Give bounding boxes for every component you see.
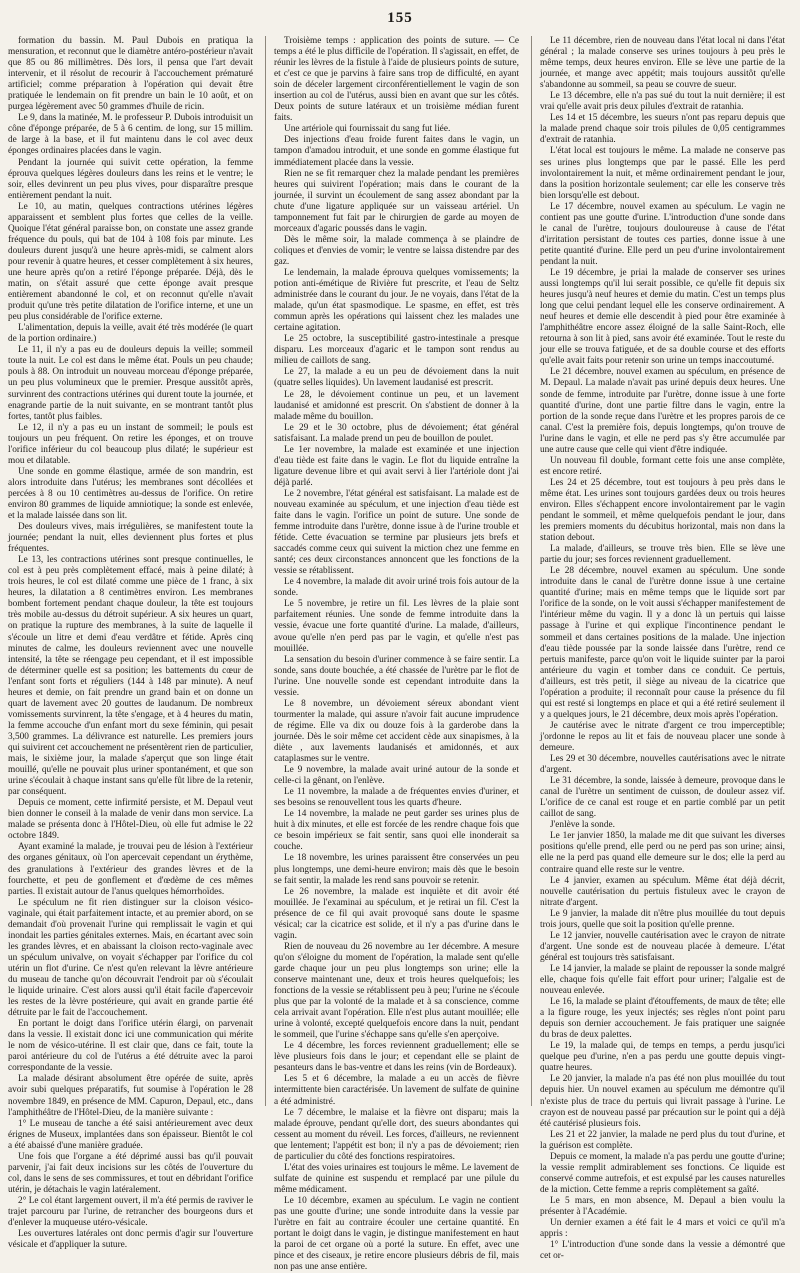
paragraph: Depuis ce moment, la malade n'a pas perdu une goutte d'urine; la vessie remplit admirablement ses fonctions. Ce liquide est conservé comme autrefois, et est expulsé par les causes naturelles de la miction. Cette femme a repris complètement sa gaîté.	[540, 1151, 785, 1195]
column-divider	[265, 36, 266, 1106]
paragraph: Les ouvertures latérales ont donc permis d'agir sur l'ouverture vésicale et d'appliquer la suture.	[8, 1229, 253, 1251]
paragraph: Le 14 novembre, la malade ne peut garder ses urines plus de huit à dix minutes, et elle est forcée de les rendre chaque fois que ce besoin impérieux se fait sentir, sans quoi elle inonderait sa couche.	[274, 809, 519, 853]
paragraph: Le 21 décembre, nouvel examen au spéculum, en présence de M. Depaul. La malade n'avait pas uriné depuis deux heures. Une sonde de femme, introduite par l'urètre, donne issue à une forte quantité d'urine, dont une partie filtre dans le vagin, entre la portion de la sonde reçue dans l'urètre et les propres parois de ce canal. C'est la première fois, depuis longtemps, qu'on trouve de l'urine dans le vagin, et elle ne perd pas s'y être accumulée par une autre cause que celle qui vient d'être indiquée.	[540, 367, 785, 455]
paragraph: Le 4 janvier, examen au spéculum. Même état déjà décrit, nouvelle cautérisation du pertuis fistuleux avec le crayon de nitrate d'argent.	[540, 875, 785, 908]
paragraph: Rien de nouveau du 26 novembre au 1er décembre. A mesure qu'on s'éloigne du moment de l'opération, la malade sent qu'elle garde chaque jour un peu plus longtemps son urine; elle la conserve maintenant une, deux et trois heures quelquefois; les fonctions de la vessie se rétablissent peu à peu; l'urine ne s'écoule plus que par la volonté de la malade et à sa conscience, comme cela arrivait avant l'opération. Elle n'est plus autant mouillée; elle urine à volonté, excepté quelquefois encore dans la nuit, pendant le sommeil, que l'urine s'échappe sans qu'elle s'en aperçoive.	[274, 941, 519, 1041]
paragraph: Pendant la journée qui suivit cette opération, la femme éprouva quelques légères douleurs dans les reins et le ventre; le soir, elles devinrent un peu plus vives, pour disparaître presque entièrement pendant la nuit.	[8, 157, 253, 201]
paragraph: Rien ne se fit remarquer chez la malade pendant les premières heures qui suivirent l'opération; mais dans le courant de la journée, il survint un écoulement de sang assez abondant par la chute d'une ligature appliquée sur un vaisseau artériel. Un tamponnement fut fait par le chirurgien de garde au moyen de morceaux d'agaric poussés dans le vagin.	[274, 168, 519, 234]
paragraph: Ayant examiné la malade, je trouvai peu de lésion à l'extérieur des organes génitaux, où l'on apercevait cependant un érythème, des granulations à l'extérieur des grandes lèvres et de la fourchette, et peu de gonflement et d'œdème de ces mêmes parties. Il existait autour de l'anus quelques hémorrhoïdes.	[8, 842, 253, 897]
paragraph: Le 25 octobre, la susceptibilité gastro-intestinale a presque disparu. Les morceaux d'agaric et le tampon sont rendus au milieu de caillots de sang.	[274, 334, 519, 367]
paragraph: Le 11, il n'y a pas eu de douleurs depuis la veille; sommeil toute la nuit. Le col est dans le même état. Pouls un peu chaude; pouls à 88. On introduit un nouveau morceau d'éponge préparée, un peu plus volumineux que le premier. Presque aussitôt après, survinrent des contractions utérines qui durent toute la journée, et enagrande partie de la nuit suivante, en se montrant tantôt plus fortes, tantôt plus faibles.	[8, 345, 253, 422]
paragraph: Les 24 et 25 décembre, tout est toujours à peu près dans le même état. Les urines sont toujours gardées deux ou trois heures environ. Elles s'échappent encore involontairement par le vagin pendant le sommeil, et même quelquefois pendant le jour, dans les premiers moments du décubitus horizontal, mais non dans la station debout.	[540, 477, 785, 544]
paragraph: Le 16, la malade se plaint d'étouffements, de maux de tête; elle a la figure rouge, les yeux injectés; ses règles n'ont point paru depuis son dernier accouchement. Je fais pratiquer une saignée du bras de deux palettes.	[540, 997, 785, 1041]
paragraph: Le 26 novembre, la malade est inquiète et dit avoir été mouillée. Je l'examinai au spéculum, et je retirai un fil. C'est la présence de ce fil qui avait provoqué sans doute le spasme vésical; car la cicatrice est solide, et il n'y a pas d'urine dans le vagin.	[274, 886, 519, 941]
paragraph: Le 5 novembre, je retire un fil. Les lèvres de la plaie sont parfaitement réunies. Une sonde de femme introduite dans la vessie, évacue une forte quantité d'urine. La malade, d'ailleurs, avoue qu'elle n'en perd pas par le vagin, et qu'elle n'est pas mouillée.	[274, 599, 519, 654]
paragraph: Le 14 janvier, la malade se plaint de repousser la sonde malgré elle, chaque fois qu'elle fait effort pour uriner; l'algalie est de nouveau enlevée.	[540, 963, 785, 997]
paragraph: Le 11 novembre, la malade a de fréquentes envies d'uriner, et ses besoins se renouvellent tous les quarts d'heure.	[274, 787, 519, 809]
paragraph: 1° L'introduction d'une sonde dans la vessie a démontré que cet or-	[540, 1240, 785, 1262]
paragraph: Les 5 et 6 décembre, la malade a eu un accès de fièvre intermittente bien caractérisée. Un lavement de sulfate de quinine a été administré.	[274, 1074, 519, 1107]
paragraph: Une fois que l'organe a été déprimé aussi bas qu'il pouvait parvenir, j'ai fait deux incisions sur les côtés de l'ouverture du col, dans le sens de ses commissures, et tout en débridant l'orifice utérin, je détachais le vagin latéralement.	[8, 1151, 253, 1195]
paragraph: Le 1er janvier 1850, la malade me dit que suivant les diverses positions qu'elle prend, elle perd ou ne perd pas son urine; ainsi, elle ne la perd pas quand elle demeure sur le dos; elle la perd au contraire quand elle reste sur le ventre.	[540, 831, 785, 875]
paragraph: 1° Le museau de tanche a été saisi antérieurement avec deux érignes de Museux, implantées dans son épaisseur. Bientôt le col a été abaissé d'une manière graduée.	[8, 1118, 253, 1151]
paragraph: Le 11 décembre, rien de nouveau dans l'état local ni dans l'état général ; la malade conserve ses urines toujours à peu près le même temps, deux heures environ. Elle se lève une partie de la journée, et mange avec appétit; mais toujours aussitôt qu'elle s'abandonne au sommeil, sa peau se couvre de sueur.	[540, 36, 785, 91]
paragraph: Les 14 et 15 décembre, les sueurs n'ont pas reparu depuis que la malade prend chaque soir trois pilules de 0,05 centigrammes d'extrait de ratanhia.	[540, 113, 785, 146]
paragraph: Le 17 décembre, nouvel examen au spéculum. Le vagin ne contient pas une goutte d'urine. L'introduction d'une sonde dans le canal de l'urètre, toujours douloureuse à cause de l'état d'irritation persistant de toutes ces parties, donne issue à une petite quantité d'urine. Elle perd un peu d'urine involontairement pendant la nuit.	[540, 201, 785, 267]
paragraph: La malade désirant absolument être opérée de suite, après avoir subi quelques préparatifs, fut soumise à l'opération le 28 novembre 1849, en présence de MM. Capuron, Depaul, etc., dans l'amphithéâtre de l'Hôtel-Dieu, de la manière suivante :	[8, 1074, 253, 1118]
paragraph: Le 27, la malade a eu un peu de dévoiement dans la nuit (quatre selles liquides). Un lavement laudanisé est prescrit.	[274, 367, 519, 389]
paragraph: Dès le même soir, la malade commença à se plaindre de coliques et d'envies de vomir; le ventre se laissa distendre par des gaz.	[274, 234, 519, 267]
paragraph: Le 20 janvier, la malade n'a pas été non plus mouillée du tout depuis hier. Un nouvel examen au spéculum me démontre qu'il n'existe plus de trace du pertuis qui livrait passage à l'urine. Le crayon est de nouveau passé par précaution sur le point qui a déjà été cautérisé plusieurs fois.	[540, 1074, 785, 1129]
paragraph: Le 19, la malade qui, de temps en temps, a perdu jusqu'ici quelque peu d'urine, n'en a pas perdu une goutte depuis vingt-quatre heures.	[540, 1041, 785, 1074]
paragraph: L'état local est toujours le même. La malade ne conserve pas ses urines plus longtemps que par le passé. Elle les perd involontairement la nuit, et même ordinairement pendant le jour, dans la position horizontale seulement; car elle les conserve très bien lorsqu'elle est debout.	[540, 146, 785, 201]
paragraph: L'alimentation, depuis la veille, avait été très modérée (le quart de la portion ordinaire.)	[8, 323, 253, 345]
paragraph: Le 31 décembre, la sonde, laissée à demeure, provoque dans le canal de l'urètre un sentiment de cuisson, de douleur assez vif. L'orifice de ce canal est rouge et en partie comblé par un petit caillot de sang.	[540, 776, 785, 820]
paragraph: Le 9 janvier, la malade dit n'être plus mouillée du tout depuis trois jours, quelle que soit la position qu'elle prenne.	[540, 908, 785, 930]
paragraph: Une artériole qui fournissait du sang fut liée.	[284, 124, 451, 135]
paragraph: Le lendemain, la malade éprouva quelques vomissements; la potion anti-émétique de Rivière fut prescrite, et l'eau de Seltz administrée dans le courant du jour. Je ne voyais, dans l'état de la malade, qu'un état spasmodique. Le spasme, en effet, est très commun après les opérations qui laissent chez les malades une certaine agitation.	[274, 267, 519, 334]
paragraph: J'enlève la sonde.	[550, 820, 615, 831]
paragraph: Je cautérise avec le nitrate d'argent ce trou imperceptible; j'ordonne le repos au lit et fais de nouveau placer une sonde à demeure.	[540, 720, 785, 753]
paragraph: formation du bassin. M. Paul Dubois en pratiqua la mensuration, et reconnut que le diamètre antéro-postérieur n'avait que 85 ou 86 millimètres. Dès lors, il pensa que l'art devait intervenir, et il résolut de recourir à l'accouchement prématuré artificiel; comme préparation à l'opération qui devait être pratiquée le lendemain on fit prendre un bain le 10 août, et on purgea légèrement avec 50 grammes d'huile de ricin.	[8, 36, 253, 113]
paragraph: Le 10, au matin, quelques contractions utérines légères apparaissent et semblent plus fortes que celles de la veille. Quoique l'état général paraisse bon, on constate une assez grande fréquence du pouls, qui bat de 104 à 108 fois par minute. Les douleurs durent jusqu'à une heure après-midi, se calment alors pour revenir à quatre heures, et cesser complètement à six heures, une heure après qu'on a retiré l'éponge préparée. Déjà, dès le matin, on s'était assuré que cette éponge avait presque entièrement abandonné le col, et on reconnut qu'elle n'avait produit qu'une très petite dilatation de l'orifice interne, et une un peu plus considérable de l'orifice externe.	[8, 201, 253, 323]
paragraph: Le 18 novembre, les urines paraissent être conservées un peu plus longtemps, une demi-heure environ; mais dès que le besoin se fait sentir, la malade les rend sans pouvoir se retenir.	[274, 853, 519, 886]
paragraph: Un dernier examen a été fait le 4 mars et voici ce qu'il m'a appris :	[540, 1218, 785, 1240]
paragraph: Le 4 décembre, les forces reviennent graduellement; elle se lève plusieurs fois dans le jour; et cependant elle se plaint de pesanteurs dans le bas-ventre et dans les reins (vin de Bordeaux).	[274, 1041, 519, 1074]
paragraph: Le 28, le dévoiement continue un peu, et un lavement laudanisé et amidonné est prescrit. On s'abstient de donner à la malade même du bouillon.	[274, 389, 519, 422]
paragraph: Le 29 et le 30 octobre, plus de dévoiement; état général satisfaisant. La malade prend un peu de bouillon de poulet.	[274, 422, 519, 444]
column-divider	[531, 36, 532, 1106]
paragraph: Le 13, les contractions utérines sont presque continuelles, le col est à peu près complètement effacé, mais à peine dilaté; à trois heures, le col est dilaté comme une pièce de 1 franc, à six heures, la dilatation a 8 centimètres environ. Les membranes bombent fortement pendant chaque douleur, la tête est toujours très mobile au-dessus du détroit supérieur. A six heures un quart, on pratique la rupture des membranes, à la suite de laquelle il s'écoule un litre et demi d'eau verdâtre et fétide. Après cinq minutes de calme, les douleurs reviennent avec une nouvelle intensité, la tête se réengage peu cependant, et il est impossible de déterminer quelle est sa position; les battements du cœur de l'enfant sont forts et réguliers (144 à 148 par minute). A neuf heures et demie, on fait prendre un grand bain et on donne un quart de lavement avec 20 gouttes de laudanum. De nombreux vomissements survinrent, la tête s'engage, et à 4 heures du matin, la femme accouche d'un enfant mort du sexe féminin, qui pesait 3,500 grammes. La délivrance est naturelle. Les premiers jours qui suivirent cet accouchement ne présentèrent rien de particulier, mais, le sixième jour, la malade s'aperçut que son linge était mouillé, qu'elle ne pouvait plus uriner spontanément, et que son urine s'écoulait à chaque instant sans qu'elle fût libre de la retenir, par conséquent.	[8, 555, 253, 798]
paragraph: Des douleurs vives, mais irrégulières, se manifestent toute la journée; pendant la nuit, elles deviennent plus fortes et plus fréquentes.	[8, 522, 253, 555]
paragraph: Le 7 décembre, le malaise et la fièvre ont disparu; mais la malade éprouve, pendant qu'elle dort, des sueurs abondantes qui cessent au moment du réveil. Les forces, d'ailleurs, ne reviennent que lentement; l'appétit est bon; il n'y a pas de dévoiement; rien de particulier du côté des fonctions respiratoires.	[274, 1107, 519, 1162]
paragraph: Troisième temps : application des points de suture. — Ce temps a été le plus difficile de l'opération. Il s'agissait, en effet, de réunir les lèvres de la fistule à l'aide de plusieurs points de suture, et c'est ce que je parvins à faire sans trop de difficulté, en ayant soin de déceler largement circonférentiellement le vagin de son insertion au col de l'utérus, aussi bien en avant que sur les côtés. Deux points de suture latéraux et un troisième médian furent faits.	[274, 36, 519, 124]
paragraph: En portant le doigt dans l'orifice utérin élargi, on parvenait dans la vessie. Il existait donc ici une communication qui mérite le nom de vésico-utérine. Il est clair que, dans ce fait, toute la paroi antérieure du col de l'utérus a été détruite avec la paroi correspondante de la vessie.	[8, 1019, 253, 1074]
paragraph: Le 5 mars, en mon absence, M. Depaul a bien voulu la présenter à l'Académie.	[540, 1195, 785, 1217]
paragraph: Le 4 novembre, la malade dit avoir uriné trois fois autour de la sonde.	[274, 577, 519, 599]
paragraph: 2° Le col étant largement ouvert, il m'a été permis de raviver le trajet parcouru par l'urine, de retrancher des bourgeons durs et d'enlever la muqueuse utéro-vésicale.	[8, 1195, 253, 1229]
paragraph: Des injections d'eau froide furent faites dans le vagin, un tampon d'amadou introduit, et une sonde en gomme élastique fut immédiatement placée dans la vessie.	[274, 135, 519, 168]
paragraph: Le 12 janvier, nouvelle cautérisation avec le crayon de nitrate d'argent. Une sonde est de nouveau placée à demeure. L'état général est toujours très satisfaisant.	[540, 930, 785, 963]
text-column-3	[540, 36, 785, 1262]
paragraph: Le 19 décembre, je priai la malade de conserver ses urines aussi longtemps qu'il lui serait possible, ce qu'elle fit depuis six heures jusqu'à neuf heures et demie du matin. C'est un temps plus long que celui pendant lequel elle les conserve ordinairement. A neuf heures et demie elle descendit à pied pour être examinée à l'amphithéâtre encore assez éloigné de la salle Saint-Roch, elle retourna à son lit à pied, sans avoir été examinée. Tout le reste du jour elle se trouva fatiguée, et de sa double course et des efforts qu'elle avait faits pour retenir son urine un temps inaccoutumé.	[540, 267, 785, 367]
paragraph: La malade, d'ailleurs, se trouve très bien. Elle se lève une partie du jour; ses forces reviennent graduellement.	[540, 544, 785, 566]
paragraph: Le 9, dans la matinée, M. le professeur P. Dubois introduisit un cône d'éponge préparée, de 5 à 6 centim. de long, sur 15 millim. de large à la base, et il fut maintenu dans le col avec deux éponges ordinaires placées dans le vagin.	[8, 113, 253, 157]
paragraph: Le 1er novembre, la malade est examinée et une injection d'eau tiède est faite dans le vagin. Le flot du liquide entraîne la ligature devenue libre et qui avait servi à lier l'artériole dont j'ai déjà parlé.	[274, 444, 519, 488]
paragraph: Le 13 décembre, elle n'a pas sué du tout la nuit dernière; il est vrai qu'elle avait pris deux pilules d'extrait de ratanhia.	[540, 91, 785, 113]
paragraph: Le 2 novembre, l'état général est satisfaisant. La malade est de nouveau examinée au spéculum, et une injection d'eau tiède est faite dans le vagin. l'orifice un point de suture. Une sonde de femme introduite dans l'urètre, donne issue à de l'urine trouble et fétide. Cette évacuation se termine par plusieurs jets brefs et saccadés comme ceux qui suivent la miction chez une femme en santé; ces deux circonstances annoncent que les fonctions de la vessie se rétablissent.	[274, 488, 519, 577]
paragraph: Depuis ce moment, cette infirmité persiste, et M. Depaul veut bien donner le conseil à la malade de venir dans mon service. La malade se présenta donc à l'Hôtel-Dieu, où elle fut admise le 22 octobre 1849.	[8, 798, 253, 842]
paragraph: Une sonde en gomme élastique, armée de son mandrin, est alors introduite dans l'utérus; les membranes sont décollées et percées à 8 ou 10 centimètres au-dessus de l'orifice. On retire environ 80 grammes de liquide amniotique; la sonde est enlevée, et la malade laissée dans son lit.	[8, 466, 253, 522]
paragraph: Le 10 décembre, examen au spéculum. Le vagin ne contient pas une goutte d'urine; une sonde introduite dans la vessie par l'urètre en fait au contraire écouler une certaine quantité. En portant le doigt dans le vagin, je distingue manifestement en haut la paroi de cet organe où a porté la suture. En effet, avec une pince et des ciseaux, je retire encore plusieurs débris de fil, mais non pas une anse entière.	[274, 1195, 519, 1273]
paragraph: Un nouveau fil double, formant cette fois une anse complète, est encore retiré.	[540, 455, 785, 477]
text-column-1	[8, 36, 253, 1251]
paragraph: Le spéculum ne fit rien distinguer sur la cloison vésico-vaginale, qui était parfaitement intacte, et au premier abord, on se demandait d'où provenait l'urine qui remplissait le vagin et qui inondait les parties génitales externes. Mais, en écartant avec soin les grandes lèvres, et en abaissant la cloison recto-vaginale avec un spéculum univalve, on voyait s'échapper par l'orifice du col utérin un flot d'urine. Ce n'est qu'en relevant la lèvre antérieure du museau de tanche qu'on découvrait l'endroit par où s'écoulait le liquide urinaire. C'est alors aussi qu'il était facile d'apercevoir les restes de la lèvre postérieure, qui avait en grande partie été détruite par le fait de l'accouchement.	[8, 897, 253, 1019]
paragraph: La sensation du besoin d'uriner commence à se faire sentir. La sonde, sans doute bouchée, a été chassée de l'urètre par le flot de l'urine. Une nouvelle sonde est cependant introduite dans la vessie.	[274, 654, 519, 698]
paragraph: L'état des voies urinaires est toujours le même. Le lavement de sulfate de quinine est suspendu et remplacé par une pilule du même médicament.	[274, 1162, 519, 1195]
paragraph: Les 29 et 30 décembre, nouvelles cautérisations avec le nitrate d'argent.	[540, 754, 785, 776]
paragraph: Le 12, il n'y a pas eu un instant de sommeil; le pouls est toujours un peu fréquent. On retire les éponges, et on trouve l'orifice inférieur du col beaucoup plus dilaté; le supérieur est mou et dilatable.	[8, 422, 253, 466]
page-number: 155	[387, 10, 413, 26]
paragraph: Le 28 décembre, nouvel examen au spéculum. Une sonde introduite dans le canal de l'urètre donne issue à une certaine quantité d'urine; mais en même temps que le liquide sort par l'orifice de la sonde, on le voit aussi s'échapper manifestement de l'intérieur même du vagin. Il y a donc là un pertuis qui laisse passage à l'urine et qui explique l'incontinence pendant le sommeil et dans certaines positions de la malade. Une injection d'eau tiède poussée par la sonde laissée dans l'urètre, rend ce pertuis manifeste, parce qu'on voit le liquide suinter par la paroi antérieure du vagin et tomber dans ce conduit. Ce pertuis, d'ailleurs, est très petit, il siège au niveau de la cicatrice que l'opération a produite; il reconnaît pour cause la présence du fil qui est resté si longtemps en place et qui a été retiré seulement il y a quelques jours, le 21 décembre, deux mois après l'opération.	[540, 566, 785, 720]
paragraph: Le 8 novembre, un dévoiement séreux abondant vient tourmenter la malade, qui assure n'avoir fait aucune imprudence de régime. Elle va dix ou douze fois à la garderobe dans la journée. Dès le soir même cet accident cède aux sinapismes, à la diète , aux lavements laudanisés et amidonnés, et aux cataplasmes sur le ventre.	[274, 698, 519, 765]
paragraph: Les 21 et 22 janvier, la malade ne perd plus du tout d'urine, et la guérison est complète.	[540, 1129, 785, 1151]
paragraph: Le 9 novembre, la malade avait uriné autour de la sonde et celle-ci la gênant, on l'enlève.	[274, 765, 519, 787]
text-column-2	[274, 36, 519, 1273]
